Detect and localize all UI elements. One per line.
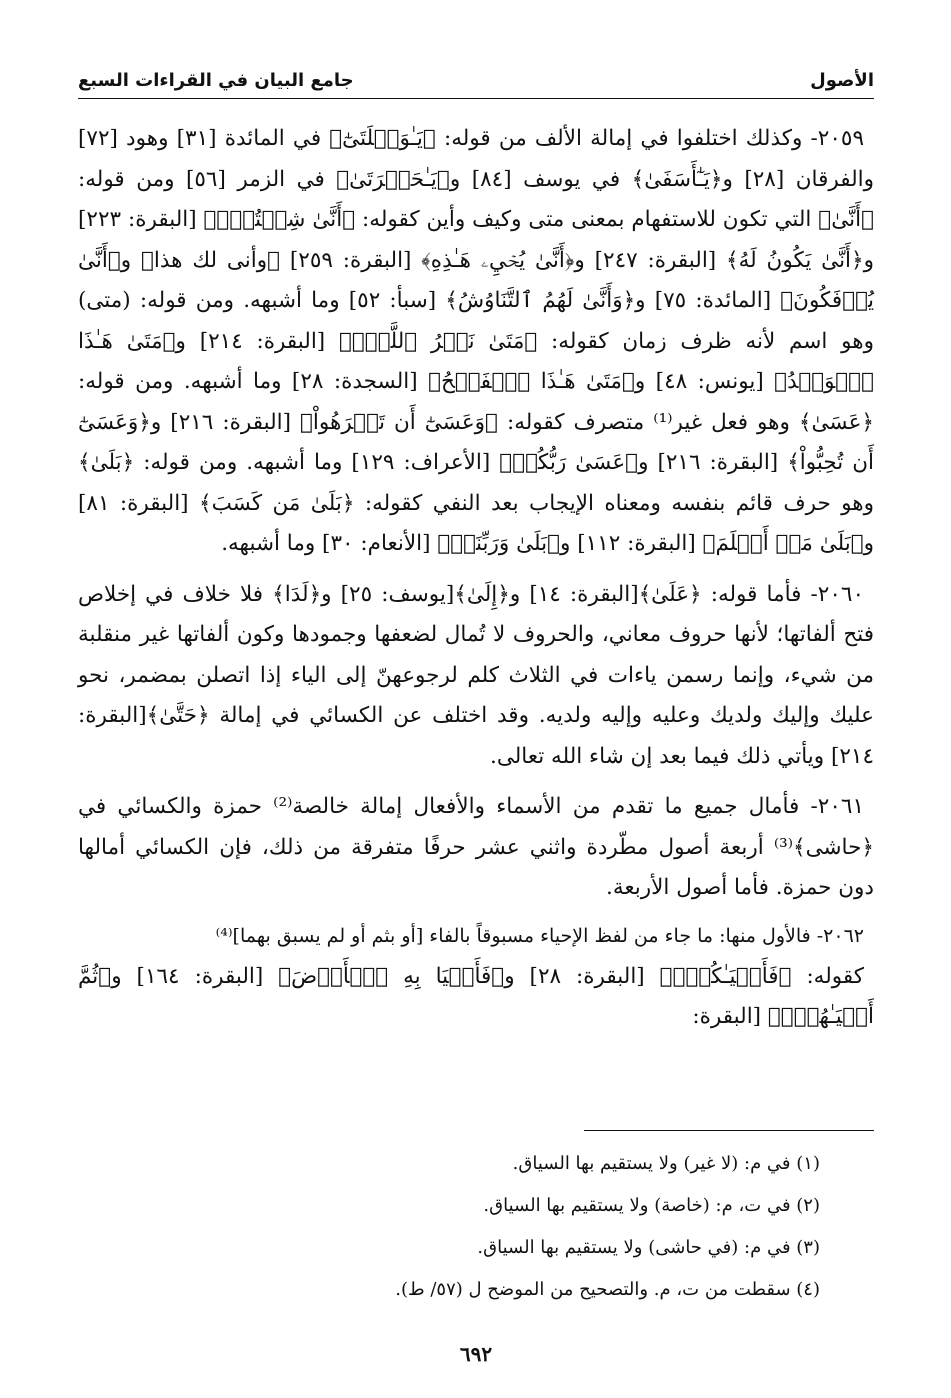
book-title: جامع البيان في القراءات السبع [78, 70, 354, 91]
footnote-4: (٤) سقطت من ت، م. والتصحيح من الموضح ل (٥٧/ ط). [395, 1279, 820, 1300]
running-header [78, 66, 874, 99]
paragraph-2060: ٢٠٦٠- فأما قوله: ﴿عَلَىٰ﴾[البقرة: ١٤] و﴿إِلَىٰ﴾[يوسف: ٢٥] و﴿لَدَا﴾ فلا خلاف في إخلاص فتح ألفاتها؛ لأنها حروف معاني، والحروف لا تُمال لضعفها وجمودها وكون ألفاتها غير منقلبة من شيء، وإنما رسمن ياءات في الثلاث كلم لرجوعهنّ إلى الياء إذا اتصلن بمضمر، نحو عليك وإليك ولديك وعليه وإليه ولديه. وقد اختلف عن الكسائي في إمالة ﴿حَتَّىٰ﴾[البقرة: ٢١٤] ويأتي ذلك فيما بعد إن شاء الله تعالى. [78, 581, 874, 769]
paragraph-2061: ٢٠٦١- فأمال جميع ما تقدم من الأسماء والأفعال إمالة خالصة⁽²⁾ حمزة والكسائي في ﴿حاشى﴾⁽³⁾ أربعة أصول مطّردة واثني عشر حرفًا متفرقة من ذلك، فإن الكسائي أمالها دون حمزة. فأما أصول الأربعة. [78, 794, 874, 900]
footnote-1: (١) في م: (لا غير) ولا يستقيم بها السياق. [512, 1153, 820, 1174]
footnotes [78, 1150, 874, 1318]
footnote-divider [584, 1130, 874, 1131]
footnote-3: (٣) في م: (في حاشى) ولا يستقيم بها السياق. [477, 1237, 820, 1258]
paragraph-2059: ٢٠٥٩- وكذلك اختلفوا في إمالة الألف من قوله: ﴿يَـٰوَيۡلَتَىٰٓ﴾ في المائدة [٣١] وهود [٧٢] والفرقان [٢٨] و﴿يَـٰٓأَسَفَىٰ﴾ في يوسف [٨٤] و﴿يَـٰحَسۡرَتَىٰ﴾ في الزمر [٥٦] ومن قوله: ﴿أَنَّىٰ﴾ التي تكون للاستفهام بمعنى متى وكيف وأين كقوله: ﴿أَنَّىٰ شِئۡتُمۡۖ﴾ [البقرة: ٢٢٣] و﴿أَنَّىٰ يَكُونُ لَهُ﴾ [البقرة: ٢٤٧] و﴿أَنَّىٰ يُحۡيِۦ هَـٰذِهِ﴾ [البقرة: ٢٥٩] ﴿وأنى لك هذا﴾ و﴿أَنَّىٰ يُؤۡفَكُونَ﴾ [المائدة: ٧٥] و﴿وَأَنَّىٰ لَهُمُ ٱلتَّنَاوُشُ﴾ [سبأ: ٥٢] وما أشبهه. ومن قوله: (متى) وهو اسم لأنه ظرف زمان كقوله: ﴿مَتَىٰ نَصۡرُ ٱللَّهِۗ﴾ [البقرة: ٢١٤] و﴿مَتَىٰ هَـٰذَا ٱلۡوَعۡدُ﴾ [يونس: ٤٨] و﴿مَتَىٰ هَـٰذَا ٱلۡفَتۡحُ﴾ [السجدة: ٢٨] وما أشبهه. ومن قوله: ﴿عَسَىٰ﴾ وهو فعل غير⁽¹⁾ متصرف كقوله: ﴿وَعَسَىٰٓ أَن تَكۡرَهُواْ﴾ [البقرة: ٢١٦] و﴿وَعَسَىٰٓ أَن تُحِبُّواْ﴾ [البقرة: ٢١٦] و﴿عَسَىٰ رَبُّكُمۡ﴾ [الأعراف: ١٢٩] وما أشبهه. ومن قوله: ﴿بَلَىٰ﴾ وهو حرف قائم بنفسه ومعناه الإيجاب بعد النفي كقوله: ﴿بَلَىٰ مَن كَسَبَ﴾ [البقرة: ٨١] و﴿بَلَىٰ مَنۡ أَسۡلَمَ﴾ [البقرة: ١١٢] و﴿بَلَىٰ وَرَبِّنَاۚ﴾ [الأنعام: ٣٠] وما أشبهه. [78, 126, 875, 556]
page-number: ٦٩٢ [459, 1342, 493, 1366]
paragraph-2062-continuation: كقوله: ﴿فَأَحۡيَـٰكُمۡۖ﴾ [البقرة: ٢٨] و﴿فَأَحۡيَا بِهِ ٱلۡأَرۡضَ﴾ [البقرة: ١٦٤] و﴿ثُمَّ أَحۡيَـٰهُمۡۚ﴾ [البقرة: [78, 963, 874, 1029]
book-page [78, 66, 874, 1376]
main-text [78, 119, 874, 1038]
footnote-2: (٢) في ت، م: (خاصة) ولا يستقيم بها السياق. [483, 1195, 820, 1216]
chapter-title: الأصول [810, 70, 874, 91]
paragraph-2062: ٢٠٦٢- فالأول منها: ما جاء من لفظ الإحياء مسبوقاً بالفاء [أو بثم أو لم يسبق بهما]⁽⁴⁾ [215, 924, 864, 947]
